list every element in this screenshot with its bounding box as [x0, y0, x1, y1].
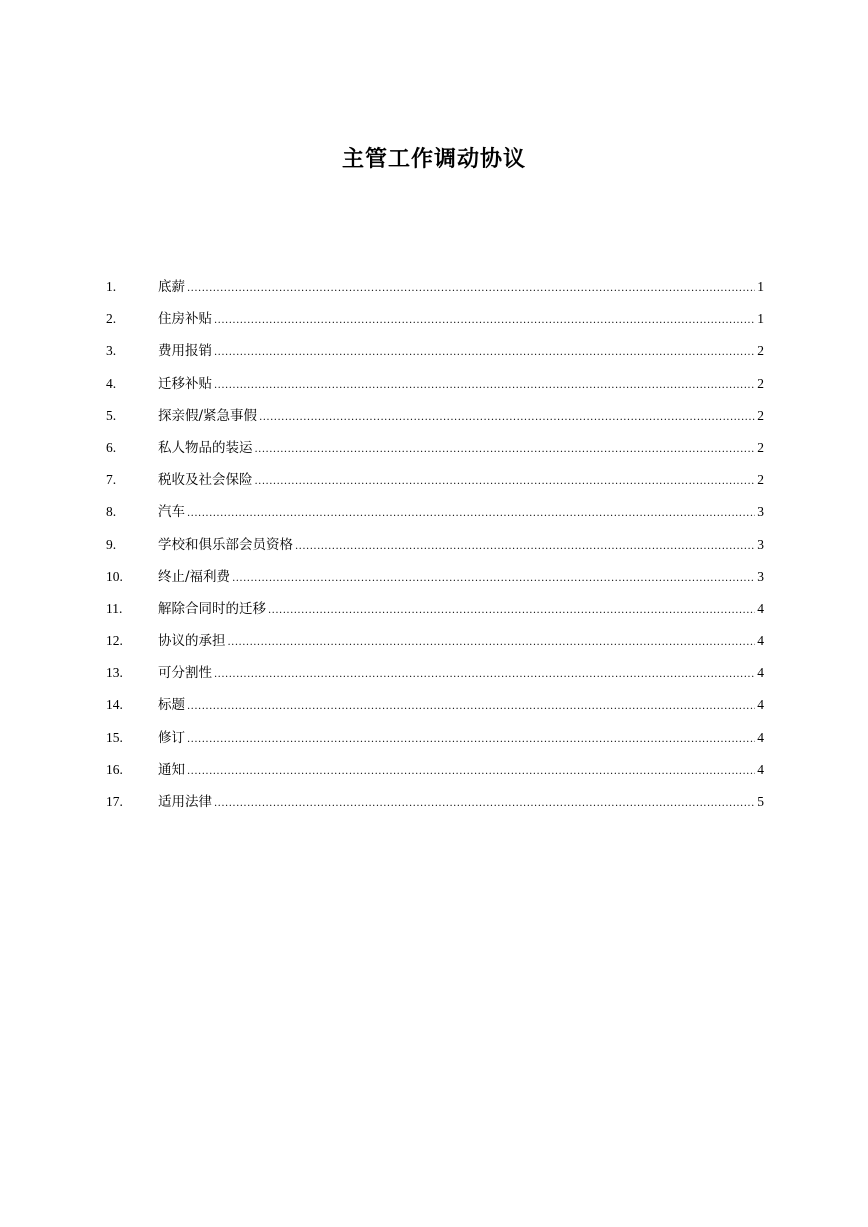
toc-dot-leader — [295, 535, 755, 559]
toc-entry-page: 3 — [757, 536, 764, 552]
toc-dot-leader — [255, 438, 756, 462]
toc-entry-number: 1. — [106, 279, 117, 294]
toc-entry-title: 探亲假/紧急事假 — [158, 407, 258, 424]
toc-entry-title: 通知 — [158, 761, 185, 778]
toc-entry-page: 5 — [757, 794, 764, 809]
toc-entry-page: 2 — [757, 343, 764, 359]
toc-entry-page: 4 — [757, 600, 764, 616]
toc-entry[interactable] — [106, 307, 764, 339]
toc-entry-number: 9. — [106, 536, 117, 552]
toc-entry-number: 11. — [106, 600, 123, 616]
toc-entry-title: 适用法律 — [158, 794, 212, 810]
toc-entry[interactable] — [106, 372, 764, 404]
toc-entry[interactable] — [106, 275, 764, 307]
toc-entry-title: 住房补贴 — [158, 311, 212, 328]
toc-entry[interactable] — [106, 693, 764, 725]
toc-entry-number: 6. — [106, 439, 117, 455]
toc-entry-page: 2 — [757, 439, 764, 455]
toc-entry-title: 汽车 — [158, 504, 185, 521]
toc-entry-number: 17. — [106, 794, 123, 809]
toc-dot-leader — [187, 695, 755, 719]
toc-entry-page: 1 — [757, 279, 764, 294]
toc-dot-leader — [255, 470, 756, 494]
toc-entry[interactable] — [106, 533, 764, 565]
toc-entry-title: 底薪 — [158, 279, 185, 295]
toc-dot-leader — [187, 277, 755, 301]
toc-entry-page: 2 — [757, 407, 764, 423]
toc-entry-page: 3 — [757, 504, 764, 520]
toc-entry-number: 8. — [106, 504, 117, 520]
toc-entry-title: 解除合同时的迁移 — [158, 600, 266, 617]
toc-dot-leader — [187, 502, 755, 526]
toc-dot-leader — [187, 728, 755, 752]
toc-entry-number: 15. — [106, 729, 123, 745]
toc-entry-page: 2 — [757, 375, 764, 391]
table-of-contents — [106, 275, 764, 822]
toc-entry-page: 2 — [757, 472, 764, 488]
toc-entry-number: 7. — [106, 472, 117, 488]
toc-entry[interactable] — [106, 436, 764, 468]
toc-dot-leader — [232, 567, 755, 591]
toc-dot-leader — [259, 406, 755, 430]
toc-entry-title: 迁移补贴 — [158, 375, 212, 392]
toc-entry[interactable] — [106, 339, 764, 371]
toc-entry-page: 3 — [757, 568, 764, 584]
toc-entry-title: 学校和俱乐部会员资格 — [158, 536, 293, 553]
toc-entry-number: 10. — [106, 568, 123, 584]
toc-dot-leader — [214, 792, 755, 816]
toc-entry-number: 5. — [106, 407, 117, 423]
toc-entry-title: 私人物品的装运 — [158, 439, 253, 456]
toc-entry[interactable] — [106, 565, 764, 597]
toc-entry-number: 3. — [106, 343, 117, 359]
toc-entry[interactable] — [106, 661, 764, 693]
toc-entry-title: 终止/福利费 — [158, 568, 231, 585]
toc-dot-leader — [214, 374, 755, 398]
document-title: 主管工作调动协议 — [341, 146, 526, 172]
toc-entry[interactable] — [106, 758, 764, 790]
toc-entry[interactable] — [106, 468, 764, 500]
toc-dot-leader — [214, 663, 755, 687]
toc-entry-page: 4 — [757, 665, 764, 681]
toc-entry[interactable] — [106, 790, 764, 822]
toc-entry[interactable] — [106, 500, 764, 532]
toc-entry-title: 修订 — [158, 729, 185, 746]
toc-entry[interactable] — [106, 629, 764, 661]
toc-entry-number: 4. — [106, 375, 117, 391]
toc-dot-leader — [187, 760, 755, 784]
toc-dot-leader — [228, 631, 756, 655]
toc-entry-page: 1 — [757, 311, 764, 327]
toc-entry-title: 费用报销 — [158, 343, 212, 360]
toc-dot-leader — [214, 341, 755, 365]
toc-entry-title: 税收及社会保险 — [158, 472, 253, 489]
toc-entry-page: 4 — [757, 761, 764, 777]
toc-entry-page: 4 — [757, 729, 764, 745]
toc-entry-number: 14. — [106, 697, 123, 713]
toc-entry[interactable] — [106, 404, 764, 436]
toc-entry-title: 可分割性 — [158, 665, 212, 682]
toc-entry-title: 标题 — [158, 697, 185, 714]
toc-dot-leader — [268, 599, 755, 623]
toc-entry-number: 2. — [106, 311, 117, 327]
toc-entry[interactable] — [106, 726, 764, 758]
toc-entry-page: 4 — [757, 633, 764, 649]
toc-entry-number: 12. — [106, 633, 123, 649]
toc-entry-number: 16. — [106, 761, 123, 777]
toc-entry-title: 协议的承担 — [158, 633, 226, 650]
toc-dot-leader — [214, 309, 755, 333]
toc-entry[interactable] — [106, 597, 764, 629]
toc-entry-page: 4 — [757, 697, 764, 713]
toc-entry-number: 13. — [106, 665, 123, 681]
